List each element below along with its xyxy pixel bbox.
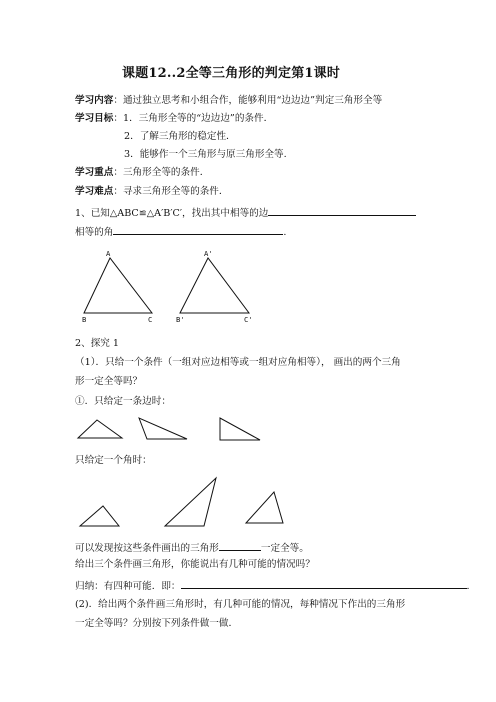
triangle-a-prime-b-prime-c-prime: [176, 249, 253, 324]
key-point-label: 学习重点: [75, 167, 114, 178]
angle-triangle-3: [246, 492, 283, 523]
triangle-a-prime-shape: [180, 258, 249, 313]
part-2-line-1: (2)．给出两个条件画三角形时，有几种可能的情况，每种情况下作出的三角形: [75, 599, 406, 610]
part-2-line-2: 一定全等吗？分别按下列条件做一做．: [75, 618, 239, 629]
side-only-label: ①．只给定一条边时：: [75, 396, 171, 407]
learning-content-text: ：通过独立思考和小组合作，能够利用“边边边”判定三角形全等: [113, 95, 383, 106]
angle-only-label: 只给定一个角时：: [75, 455, 152, 466]
part-1-line-2: 形一定全等吗？: [75, 376, 143, 387]
question-1-text: 1、已知△ABC≌△A′B′C′，找出其中相等的边: [75, 208, 269, 219]
side-triangle-3: [220, 418, 260, 440]
side-triangle-2: [139, 418, 187, 439]
one-angle-triangles: [80, 478, 283, 526]
label-b: B: [82, 315, 87, 324]
summary-blank[interactable]: [181, 579, 467, 589]
key-point-text: ：三角形全等的条件．: [113, 167, 210, 178]
learning-goal-1: ：1．三角形全等的“边边边”的条件．: [113, 113, 274, 124]
label-c-prime: C': [244, 315, 253, 324]
learning-goal-3: 3．能够作一个三角形与原三角形全等.: [124, 149, 287, 160]
label-a: A: [106, 249, 111, 258]
conclusion-blank[interactable]: [219, 541, 261, 551]
angle-triangle-1: [80, 506, 119, 526]
conclusion-line: [75, 541, 309, 554]
learning-goal-2: 2．了解三角形的稳定性．: [124, 131, 236, 142]
angle-triangle-2: [165, 478, 216, 526]
page-title: 课题12..2全等三角形的判定第1课时: [122, 66, 341, 81]
conclusion-text-a: 可以发现按这些条件画出的三角形: [75, 543, 219, 554]
three-conditions-question: 给出三个条件画三角形，你能说出有几种可能的情况吗？: [75, 559, 315, 570]
conclusion-text-b: 一定全等。: [260, 543, 309, 554]
learning-goals-label: 学习目标: [75, 113, 114, 124]
difficulty-label: 学习难点: [75, 186, 114, 197]
learning-content-label: 学习内容: [75, 95, 114, 106]
summary-text: 归纳：有四种可能．即：: [75, 581, 181, 592]
question-1-line-2: 相等的角 .: [75, 227, 287, 238]
side-triangle-1: [78, 420, 122, 438]
triangle-abc: [82, 249, 152, 324]
triangle-abc-shape: [84, 258, 152, 313]
difficulty-text: ：寻求三角形全等的条件．: [113, 186, 229, 197]
label-c: C: [148, 315, 153, 324]
summary-line: 归纳：有四种可能．即： .: [75, 581, 470, 592]
label-a-prime: A': [204, 249, 213, 258]
equal-angles-label: 相等的角: [75, 227, 114, 238]
one-side-triangles: [78, 418, 260, 440]
exploration-heading: 2、探究 1: [75, 338, 120, 349]
label-b-prime: B': [176, 315, 185, 324]
part-1-line-1: （1）．只给一个条件（一组对应边相等或一组对应角相等）， 画出的两个三角: [75, 357, 401, 368]
